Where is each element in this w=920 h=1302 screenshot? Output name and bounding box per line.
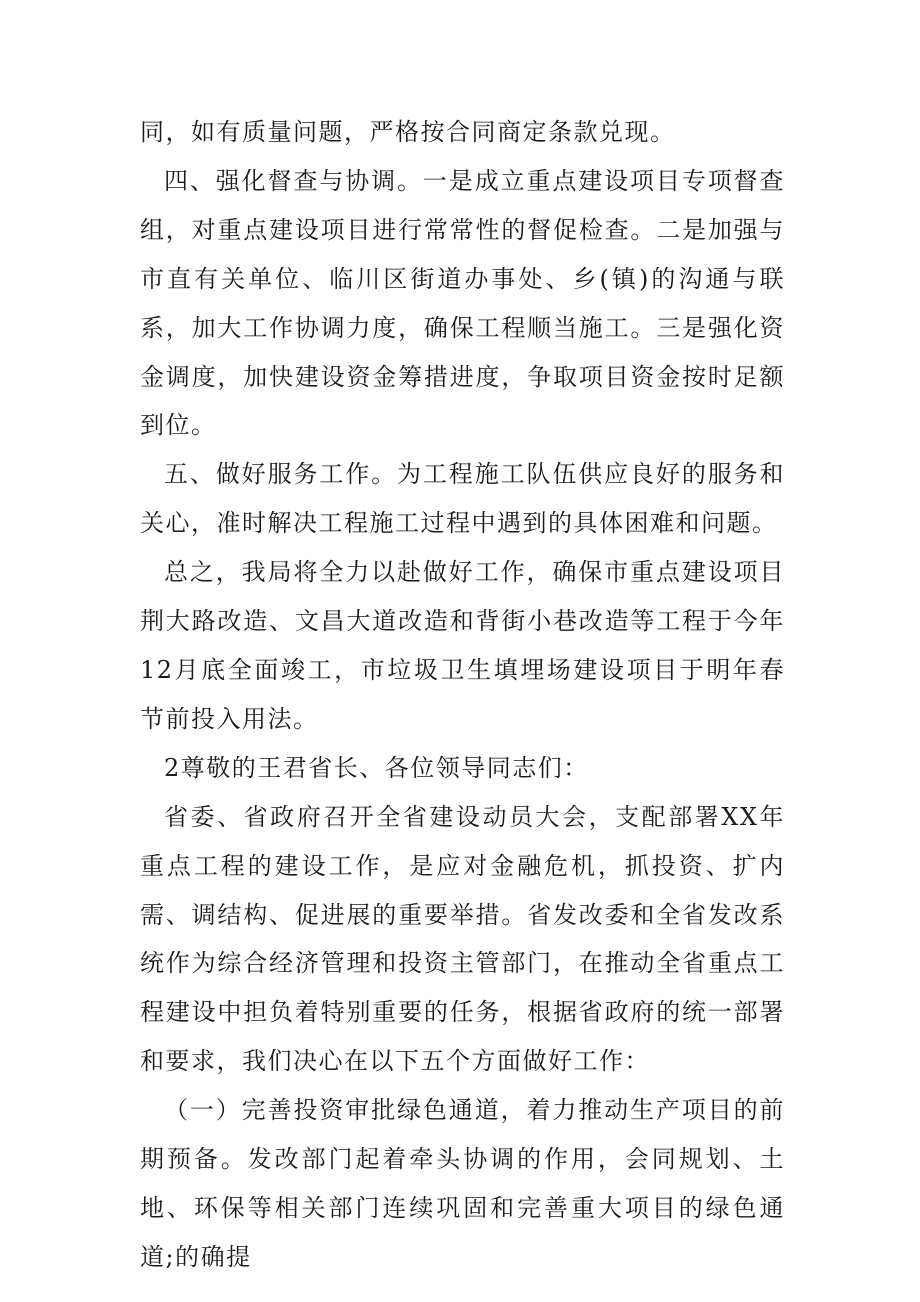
paragraph-contract-continuation: 同，如有质量问题，严格按合同商定条款兑现。 bbox=[140, 118, 676, 146]
paragraph-mobilization-meeting: 省委、省政府召开全省建设动员大会，支配部署XX年重点工程的建设工作，是应对金融危机，抓投资、扩内需、调结构、促进展的重要举措。省发改委和全省发改系统作为综合经济管理和投资主管部门，在推动全省重点工程建设中担负着特别重要的任务，根据省政府的统一部署和要求，我们决心在以下五个方面做好工作： bbox=[140, 802, 785, 1076]
paragraph-supervision-coordination: 四、强化督查与协调。一是成立重点建设项目专项督查组，对重点建设项目进行常常性的督促检查。二是加强与市直有关单位、临川区街道办事处、乡(镇)的沟通与联系，加大工作协调力度，确保工程顺当施工。三是强化资金调度，加快建设资金筹措进度，争取项目资金按时足额到位。 bbox=[140, 166, 785, 440]
paragraph-green-channel: （一）完善投资审批绿色通道，着力推动生产项目的前期预备。发改部门起着牵头协调的作用，会同规划、土地、环保等相关部门连续巩固和完善重大项目的绿色通道;的确提 bbox=[140, 1096, 785, 1271]
paragraph-conclusion: 总之，我局将全力以赴做好工作，确保市重点建设项目荆大路改造、文昌大道改造和背街小巷改造等工程于今年12月底全面竣工，市垃圾卫生填埋场建设项目于明年春节前投入用法。 bbox=[140, 558, 785, 733]
paragraph-service-work: 五、做好服务工作。为工程施工队伍供应良好的服务和关心，准时解决工程施工过程中遇到的具体困难和问题。 bbox=[140, 460, 785, 538]
paragraph-salutation: 2尊敬的王君省长、各位领导同志们： bbox=[164, 753, 589, 782]
document-body bbox=[140, 108, 785, 1282]
